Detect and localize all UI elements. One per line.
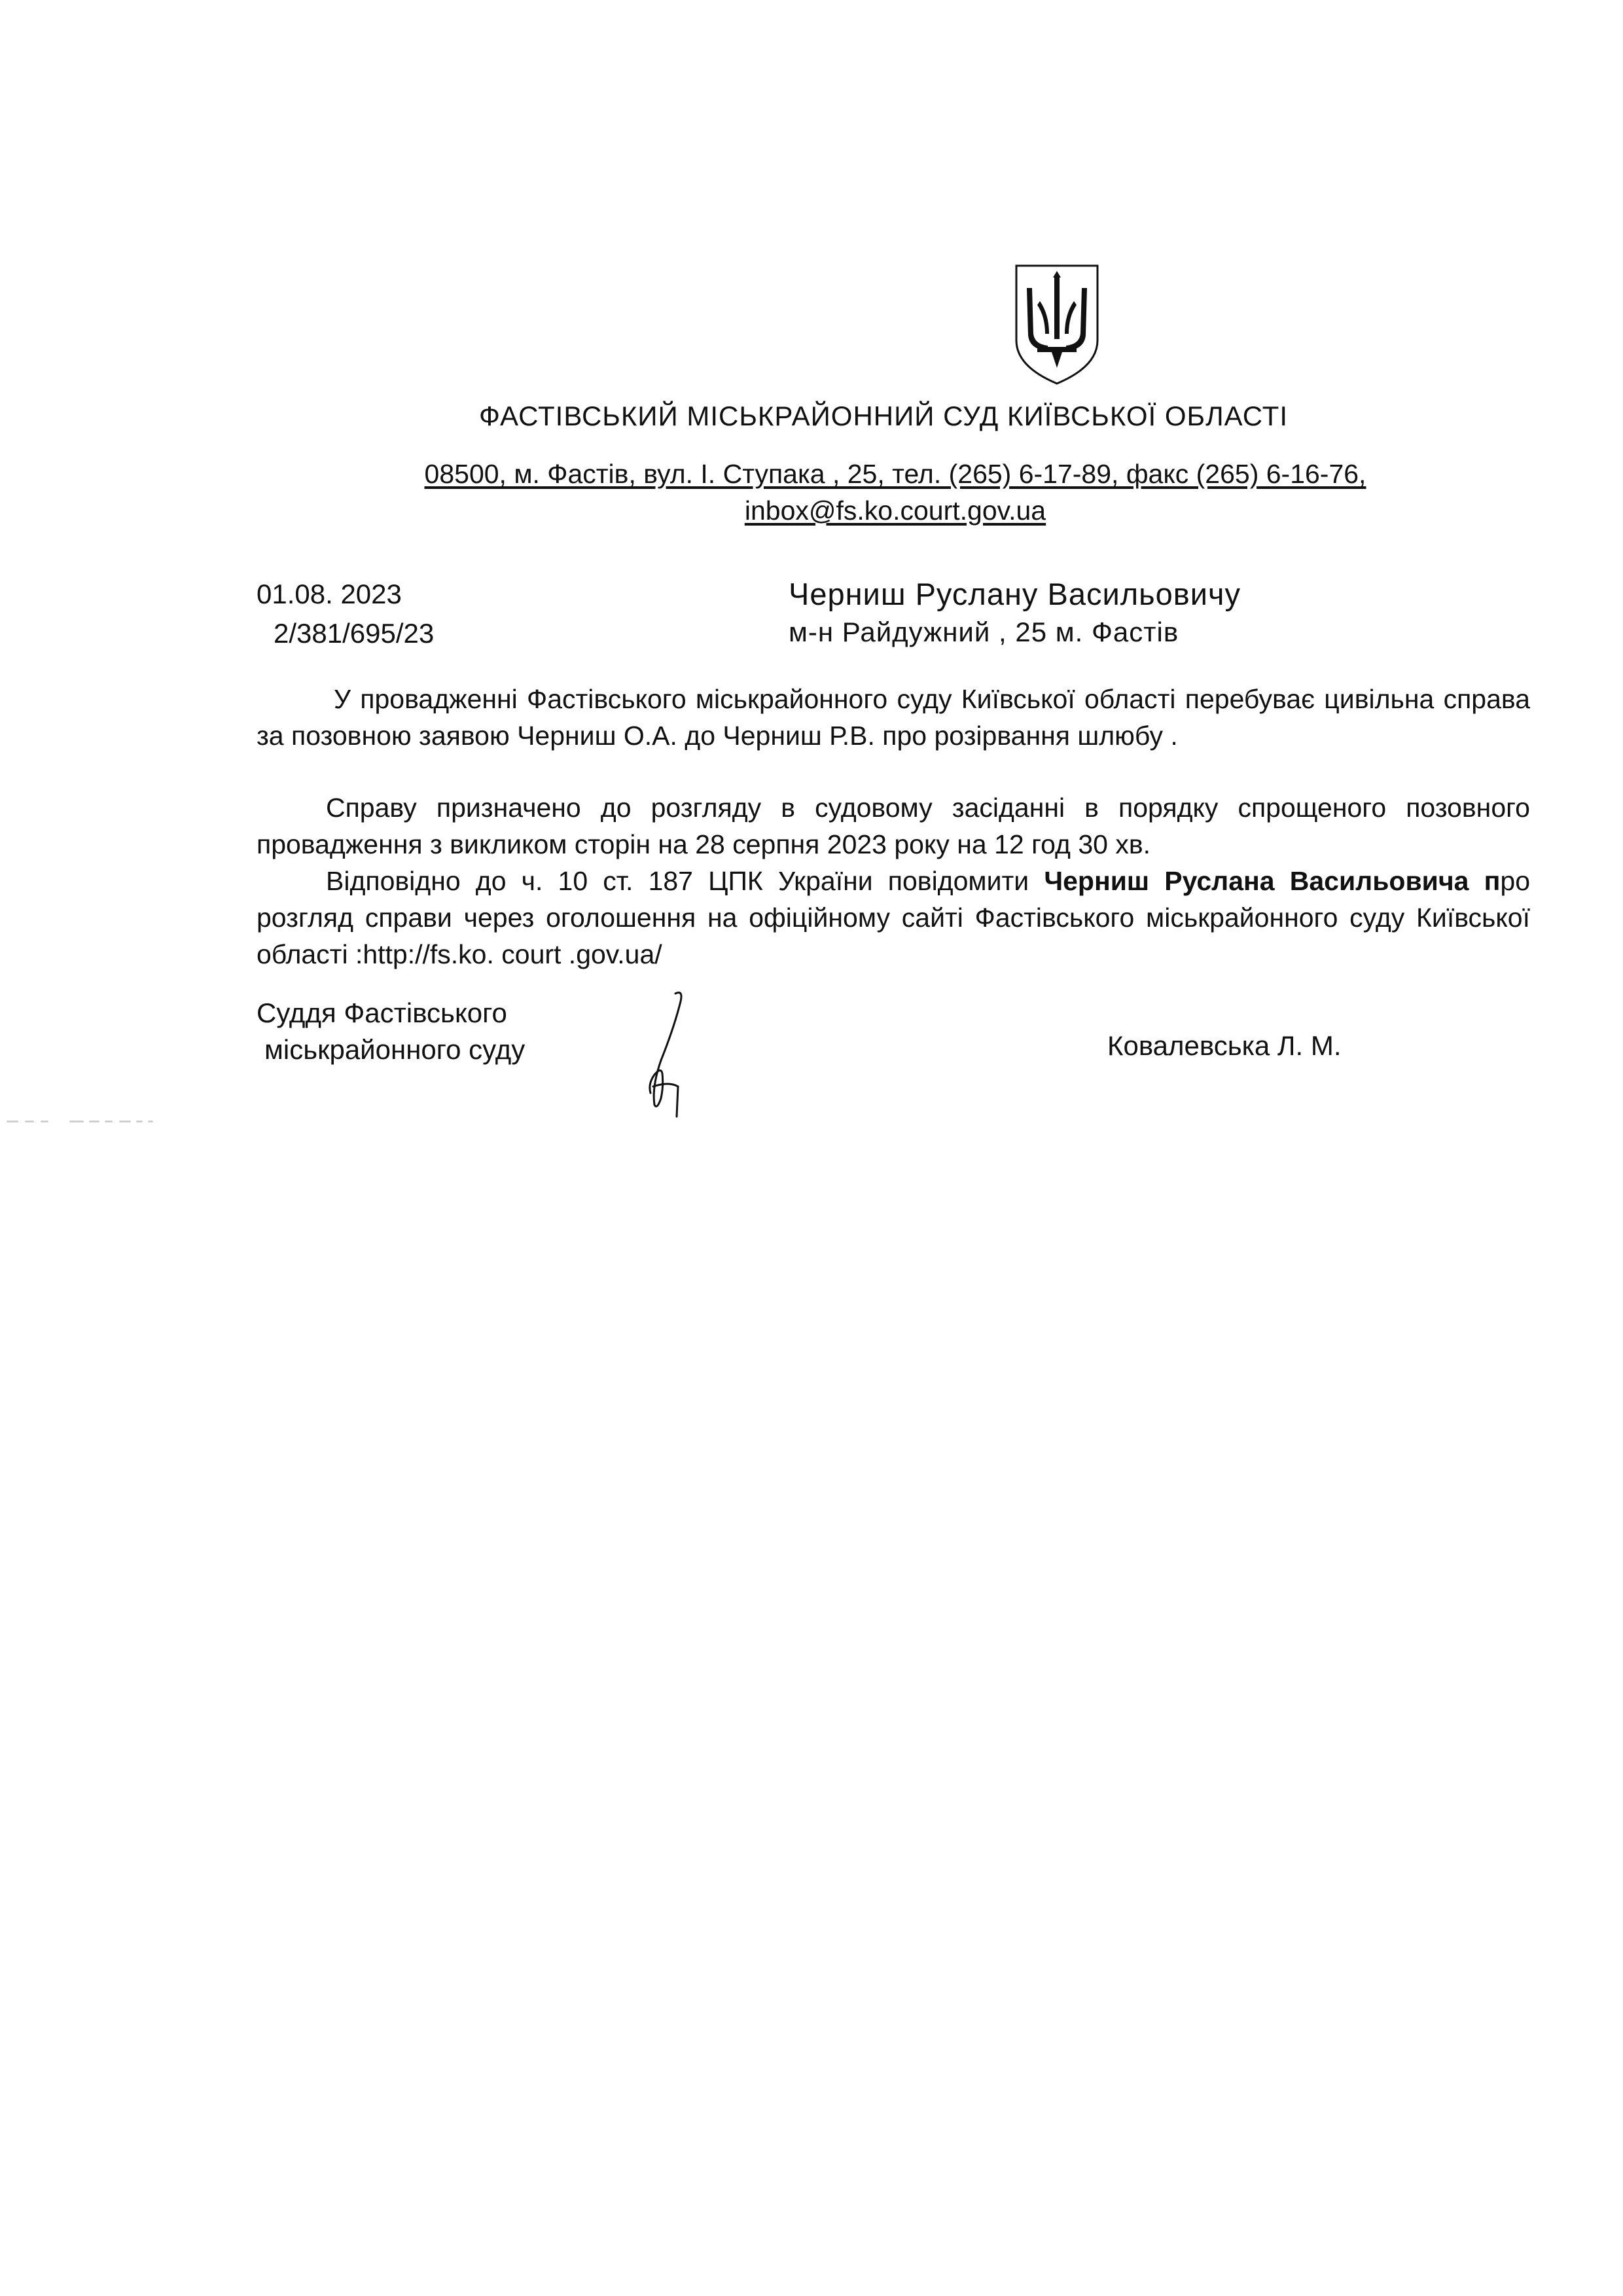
court-name-heading: ФАСТІВСЬКИЙ МІСЬКРАЙОННИЙ СУД КИЇВСЬКОЇ ОБЛАСТІ (478, 401, 1288, 431)
scan-artifacts (7, 1118, 157, 1126)
judge-title-line-2: міськрайонного суду (264, 1034, 526, 1065)
judge-title-line-1: Суддя Фастівського (257, 997, 507, 1028)
notified-person-name: Черниш Руслана Васильовича п (1044, 866, 1501, 896)
judge-name: Ковалевська Л. М. (1107, 1030, 1342, 1061)
body-paragraph-2: Справу призначено до розгляду в судовому засіданні в порядку спрощеного позовного провадження з викликом сторін на 28 серпня 2023 року на 12 год 30 хв. (257, 793, 1530, 859)
handwritten-signature (615, 988, 713, 1119)
court-address (359, 456, 1432, 529)
paragraph-3-text-start: Відповідно до ч. 10 ст. 187 ЦПК України повідомити (326, 866, 1044, 896)
trident-coat-of-arms-icon (1011, 262, 1103, 386)
letter-date: 01.08. 2023 (257, 579, 402, 609)
paragraph-3-text-end: ро розгляд справи через оголошення на офіційному сайті Фастівського міськрайонного суду Київської області :http://fs.ko. court .gov.ua/ (257, 866, 1530, 969)
court-email-link[interactable]: inbox@fs.ko.court.gov.ua (744, 495, 1046, 526)
judge-title (257, 995, 525, 1068)
addressee-name: Черниш Руслану Васильовичу (789, 577, 1241, 611)
addressee-address: м-н Райдужний , 25 м. Фастів (789, 617, 1179, 647)
outgoing-number: 2/381/695/23 (274, 618, 435, 649)
body-paragraph-3 (257, 863, 1530, 973)
body-paragraph-1: У провадженні Фастівського міськрайонного суду Київської області перебуває цивільна справа за позовною заявою Черниш О.А. до Черниш Р.В. про розірвання шлюбу . (257, 684, 1530, 751)
court-address-line: 08500, м. Фастів, вул. І. Ступака , 25, тел. (265) 6-17-89, факс (265) 6-16-76, (424, 459, 1366, 489)
